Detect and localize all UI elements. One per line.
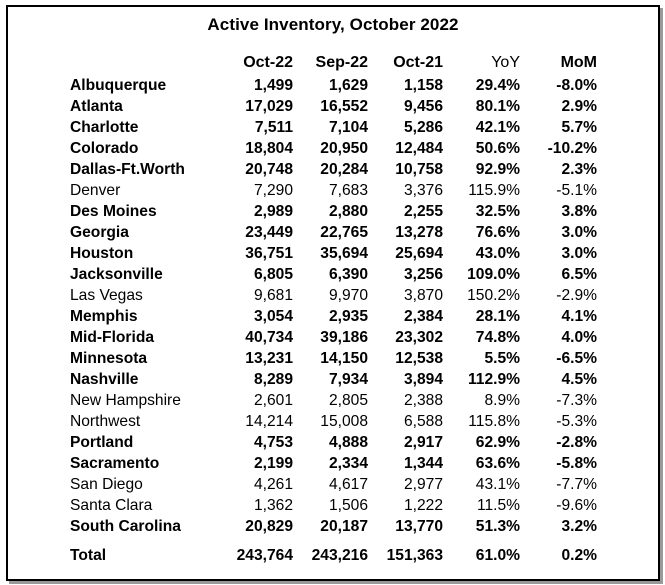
table-row: [70, 117, 597, 138]
cell-oct21: 12,538: [395, 350, 443, 367]
market-name: Denver: [70, 182, 121, 199]
total-label: Total: [70, 547, 107, 564]
cell-oct22: 4,753: [253, 434, 293, 451]
cell-sep22: 4,888: [328, 434, 368, 451]
cell-yoy: 62.9%: [475, 434, 520, 451]
cell-oct22: 17,029: [245, 98, 293, 115]
table-row: [70, 327, 597, 348]
header-blank: [70, 51, 214, 75]
cell-oct22: 3,054: [253, 308, 293, 325]
cell-oct22: 40,734: [245, 329, 293, 346]
cell-mom: 3.2%: [561, 518, 597, 535]
cell-sep22: 2,935: [328, 308, 368, 325]
cell-oct21: 3,256: [403, 266, 443, 283]
header-oct22: Oct-22: [243, 54, 293, 71]
cell-yoy: 32.5%: [475, 203, 520, 220]
cell-yoy: 109.0%: [467, 266, 520, 283]
table-row: [70, 348, 597, 369]
cell-oct22: 1,499: [253, 77, 293, 94]
cell-sep22: 7,934: [328, 371, 368, 388]
cell-sep22: 20,950: [320, 140, 368, 157]
table-row: [70, 516, 597, 537]
cell-mom: 5.7%: [561, 119, 597, 136]
cell-mom: -2.9%: [556, 287, 597, 304]
cell-mom: -6.5%: [556, 350, 597, 367]
cell-yoy: 43.0%: [475, 245, 520, 262]
cell-oct22: 2,199: [253, 455, 293, 472]
header-oct21: Oct-21: [393, 54, 443, 71]
cell-sep22: 22,765: [320, 224, 368, 241]
cell-mom: 4.1%: [561, 308, 597, 325]
cell-sep22: 39,186: [320, 329, 368, 346]
cell-oct21: 12,484: [395, 140, 443, 157]
cell-oct21: 2,388: [403, 392, 443, 409]
cell-yoy: 74.8%: [475, 329, 520, 346]
table-row: [70, 159, 597, 180]
market-name: Portland: [70, 434, 134, 451]
cell-oct21: 1,344: [403, 455, 443, 472]
cell-yoy: 43.1%: [475, 476, 520, 493]
cell-oct22: 7,511: [254, 119, 293, 136]
cell-sep22: 4,617: [328, 476, 368, 493]
cell-oct21: 23,302: [395, 329, 443, 346]
table-row: [70, 180, 597, 201]
cell-yoy: 115.9%: [468, 182, 520, 199]
cell-oct22: 18,804: [245, 140, 293, 157]
cell-mom: 2.9%: [561, 98, 597, 115]
cell-oct22: 14,214: [245, 413, 293, 430]
cell-oct22: 2,989: [253, 203, 293, 220]
market-name: Minnesota: [70, 350, 148, 367]
market-name: Atlanta: [70, 98, 123, 115]
header-yoy: YoY: [491, 54, 520, 71]
cell-yoy: 29.4%: [475, 77, 520, 94]
cell-sep22: 20,187: [320, 518, 368, 535]
market-name: Des Moines: [70, 203, 157, 220]
table-row: [70, 138, 597, 159]
market-name: Dallas-Ft.Worth: [70, 161, 185, 178]
cell-mom: -5.1%: [556, 182, 597, 199]
cell-yoy: 11.5%: [476, 497, 520, 514]
market-name: New Hampshire: [70, 392, 181, 409]
table-row: [70, 432, 597, 453]
cell-oct22: 2,601: [253, 392, 293, 409]
cell-sep22: 2,880: [328, 203, 368, 220]
cell-mom: -2.8%: [556, 434, 597, 451]
cell-oct21: 3,376: [403, 182, 443, 199]
cell-sep22: 9,970: [328, 287, 368, 304]
cell-mom: -9.6%: [556, 497, 597, 514]
market-name: Santa Clara: [70, 497, 153, 514]
cell-yoy: 80.1%: [475, 98, 520, 115]
cell-oct21: 3,894: [403, 371, 443, 388]
cell-oct21: 5,286: [403, 119, 443, 136]
cell-sep22: 6,390: [328, 266, 368, 283]
table-row: [70, 264, 597, 285]
market-name: Houston: [70, 245, 134, 262]
total-row: [70, 537, 597, 571]
market-name: Las Vegas: [70, 287, 143, 304]
cell-oct21: 2,977: [403, 476, 443, 493]
total-mom: 0.2%: [561, 547, 597, 564]
market-name: Colorado: [70, 140, 139, 157]
cell-mom: 2.3%: [561, 161, 597, 178]
cell-oct22: 4,261: [253, 476, 293, 493]
cell-oct21: 1,158: [403, 77, 443, 94]
cell-yoy: 63.6%: [475, 455, 520, 472]
table-row: [70, 285, 597, 306]
cell-sep22: 15,008: [320, 413, 368, 430]
market-name: Georgia: [70, 224, 129, 241]
market-name: Mid-Florida: [70, 329, 155, 346]
cell-oct22: 1,362: [253, 497, 293, 514]
cell-mom: 4.0%: [561, 329, 597, 346]
market-name: Sacramento: [70, 455, 160, 472]
table-row: [70, 369, 597, 390]
market-name: Northwest: [70, 413, 141, 430]
table-row: [70, 453, 597, 474]
cell-yoy: 8.9%: [484, 392, 520, 409]
cell-mom: 3.8%: [561, 203, 597, 220]
market-name: Nashville: [70, 371, 139, 388]
cell-oct21: 25,694: [395, 245, 443, 262]
cell-yoy: 92.9%: [475, 161, 520, 178]
cell-oct22: 23,449: [245, 224, 293, 241]
cell-yoy: 115.8%: [468, 413, 520, 430]
cell-mom: -5.3%: [556, 413, 597, 430]
cell-oct22: 13,231: [245, 350, 293, 367]
cell-mom: -7.3%: [556, 392, 597, 409]
cell-yoy: 76.6%: [475, 224, 520, 241]
table-row: [70, 474, 597, 495]
cell-oct22: 9,681: [253, 287, 293, 304]
cell-oct22: 8,289: [253, 371, 293, 388]
cell-sep22: 20,284: [320, 161, 368, 178]
cell-mom: 3.0%: [561, 245, 597, 262]
table-row: [70, 411, 597, 432]
cell-yoy: 5.5%: [484, 350, 520, 367]
cell-sep22: 7,683: [328, 182, 368, 199]
cell-sep22: 2,805: [328, 392, 368, 409]
cell-oct21: 10,758: [395, 161, 443, 178]
table-row: [70, 306, 597, 327]
table-row: [70, 495, 597, 516]
cell-yoy: 28.1%: [475, 308, 520, 325]
total-oct21: 151,363: [386, 547, 443, 564]
cell-mom: 4.5%: [561, 371, 597, 388]
cell-sep22: 7,104: [328, 119, 368, 136]
cell-yoy: 51.3%: [475, 518, 520, 535]
cell-oct22: 36,751: [245, 245, 293, 262]
cell-oct21: 2,917: [403, 434, 443, 451]
header-sep22: Sep-22: [315, 54, 368, 71]
cell-yoy: 50.6%: [475, 140, 520, 157]
cell-mom: -8.0%: [556, 77, 597, 94]
cell-yoy: 42.1%: [475, 119, 520, 136]
table-row: [70, 96, 597, 117]
cell-yoy: 150.2%: [467, 287, 520, 304]
table-row: [70, 390, 597, 411]
cell-sep22: 16,552: [320, 98, 368, 115]
header-row: [70, 51, 597, 75]
cell-sep22: 14,150: [320, 350, 368, 367]
market-name: Jacksonville: [70, 266, 163, 283]
cell-sep22: 35,694: [320, 245, 368, 262]
cell-sep22: 1,629: [328, 77, 368, 94]
cell-oct22: 6,805: [253, 266, 293, 283]
cell-oct22: 20,829: [245, 518, 293, 535]
cell-oct22: 20,748: [245, 161, 293, 178]
cell-mom: 3.0%: [561, 224, 597, 241]
market-name: South Carolina: [70, 518, 181, 535]
cell-mom: -7.7%: [556, 476, 597, 493]
cell-oct21: 2,384: [403, 308, 443, 325]
inventory-table-frame: [6, 5, 660, 581]
cell-oct21: 13,770: [395, 518, 443, 535]
inventory-table: [70, 51, 597, 571]
cell-oct21: 2,255: [403, 203, 443, 220]
table-title: Active Inventory, October 2022: [207, 15, 459, 34]
cell-oct21: 6,588: [403, 413, 443, 430]
cell-oct21: 1,222: [403, 497, 443, 514]
market-name: Albuquerque: [70, 77, 167, 94]
header-mom: MoM: [560, 54, 597, 71]
cell-sep22: 2,334: [328, 455, 368, 472]
market-name: San Diego: [70, 476, 143, 493]
cell-sep22: 1,506: [328, 497, 368, 514]
cell-oct21: 9,456: [403, 98, 443, 115]
total-sep22: 243,216: [311, 547, 368, 564]
cell-mom: 6.5%: [561, 266, 597, 283]
cell-mom: -10.2%: [547, 140, 597, 157]
cell-mom: -5.8%: [556, 455, 597, 472]
cell-oct21: 13,278: [395, 224, 443, 241]
cell-oct22: 7,290: [253, 182, 293, 199]
total-yoy: 61.0%: [475, 547, 520, 564]
table-row: [70, 222, 597, 243]
cell-yoy: 112.9%: [467, 371, 520, 388]
total-oct22: 243,764: [236, 547, 293, 564]
cell-oct21: 3,870: [403, 287, 443, 304]
table-row: [70, 201, 597, 222]
market-name: Charlotte: [70, 119, 139, 136]
table-row: [70, 243, 597, 264]
table-row: [70, 75, 597, 96]
market-name: Memphis: [70, 308, 138, 325]
